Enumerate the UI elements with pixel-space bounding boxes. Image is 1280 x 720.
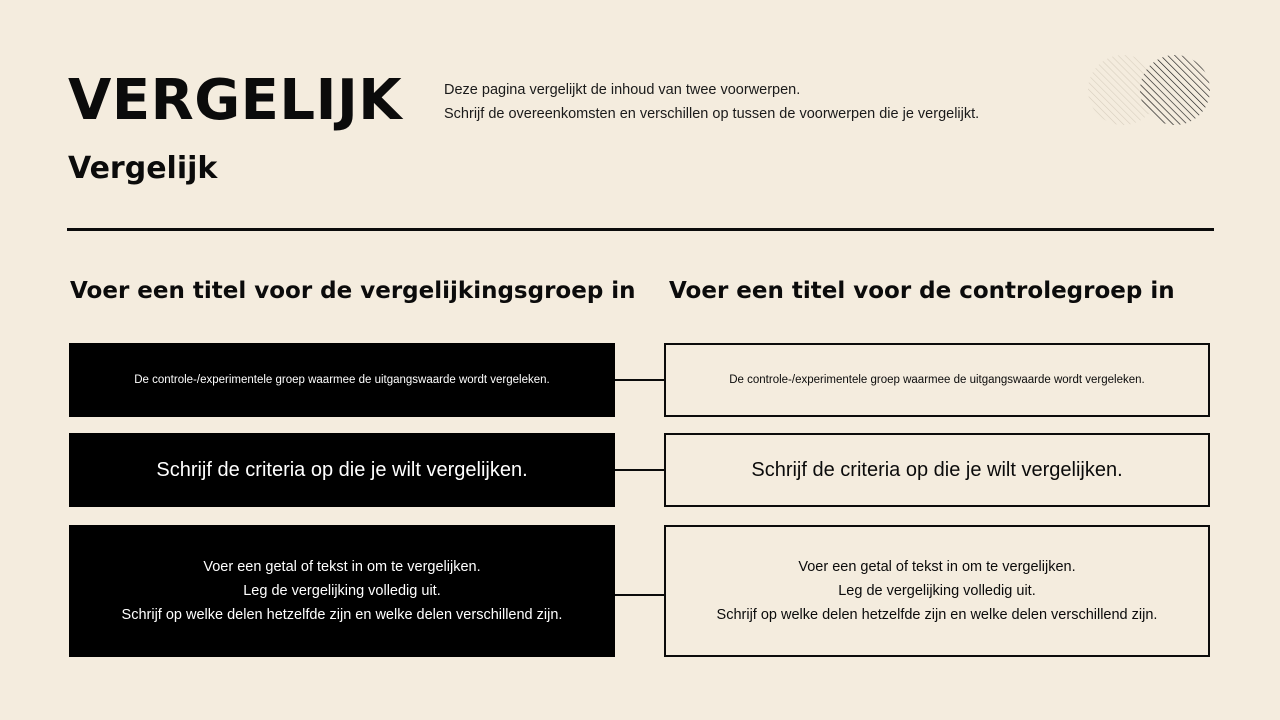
comparison-group-title[interactable]: Voer een titel voor de vergelijkingsgroep in — [70, 278, 636, 304]
comparison-group-criteria-box[interactable] — [69, 433, 615, 507]
details-line: Leg de vergelijking volledig uit. — [838, 583, 1036, 599]
row-connector — [615, 594, 664, 596]
details-line: Leg de vergelijking volledig uit. — [243, 583, 441, 599]
comparison-group-description-box[interactable] — [69, 343, 615, 417]
header-divider — [67, 228, 1214, 231]
dark-hatched-circle — [1140, 55, 1210, 125]
comparison-group-details-box[interactable] — [69, 525, 615, 657]
details-line: Schrijf op welke delen hetzelfde zijn en welke delen verschillend zijn. — [121, 607, 563, 623]
details-line: Schrijf op welke delen hetzelfde zijn en welke delen verschillend zijn. — [716, 607, 1158, 623]
comparison-group-criteria-text: Schrijf de criteria op die je wilt vergelijken. — [156, 459, 528, 481]
control-group-criteria-text: Schrijf de criteria op die je wilt vergelijken. — [751, 459, 1123, 481]
comparison-group-details-text — [122, 555, 563, 627]
page-description — [444, 78, 1064, 126]
control-group-title[interactable]: Voer een titel voor de controlegroep in — [669, 278, 1175, 304]
control-group-details-box[interactable] — [664, 525, 1210, 657]
details-line: Voer een getal of tekst in om te vergelijken. — [798, 559, 1076, 575]
row-connector — [615, 379, 664, 381]
page-title: VERGELIJK — [68, 68, 403, 133]
control-group-description-box[interactable] — [664, 343, 1210, 417]
description-line: Schrijf de overeenkomsten en verschillen op tussen de voorwerpen die je vergelijkt. — [444, 106, 980, 122]
page-subtitle: Vergelijk — [68, 151, 218, 186]
description-line: Deze pagina vergelijkt de inhoud van twee voorwerpen. — [444, 82, 801, 98]
hatched-circles-icon — [1084, 50, 1216, 130]
control-group-description-text: De controle-/experimentele groep waarmee de uitgangswaarde wordt vergeleken. — [729, 374, 1145, 386]
control-group-details-text — [717, 555, 1158, 627]
details-line: Voer een getal of tekst in om te vergelijken. — [203, 559, 481, 575]
control-group-criteria-box[interactable] — [664, 433, 1210, 507]
comparison-group-description-text: De controle-/experimentele groep waarmee de uitgangswaarde wordt vergeleken. — [134, 374, 550, 386]
row-connector — [615, 469, 664, 471]
